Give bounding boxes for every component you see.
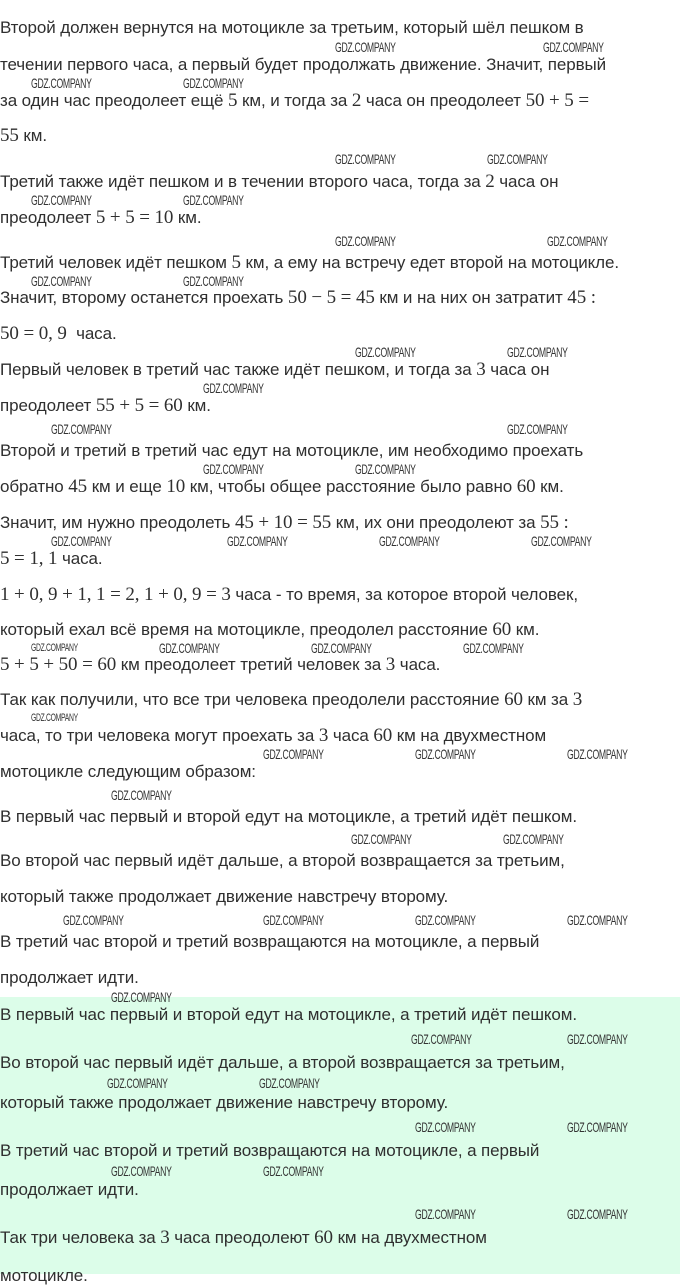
watermark-text: GDZ.COMPANY: [567, 1206, 628, 1222]
text-segment: км.: [535, 477, 564, 496]
math-expression: 60: [516, 476, 536, 497]
text-segment: мотоцикле.: [0, 1266, 88, 1285]
text-segment: часа - то время, за которое второй человек,: [230, 585, 578, 604]
text-segment: Так три человека за: [0, 1228, 161, 1247]
math-expression: 5 + 5 = 10: [95, 207, 174, 228]
text-segment: км.: [182, 396, 211, 415]
text-line: [0, 549, 103, 569]
text-segment: Второй и третий в третий час едут на мотоцикле, им необходимо проехать: [0, 441, 584, 460]
text-line: [0, 1228, 487, 1248]
watermark-text: GDZ.COMPANY: [183, 192, 244, 208]
math-expression: 50 = 0, 9: [0, 323, 67, 344]
text-segment: часа.: [57, 549, 103, 568]
watermark-text: GDZ.COMPANY: [415, 1119, 476, 1135]
text-segment: В третий час второй и третий возвращаются на мотоцикле, а первый: [0, 1141, 540, 1160]
text-segment: км и еще: [87, 477, 167, 496]
watermark-text: GDZ.COMPANY: [567, 912, 628, 928]
math-expression: 3: [385, 654, 396, 675]
text-line: [0, 208, 201, 228]
text-segment: который ехал всё время на мотоцикле, преодолел расстояние: [0, 620, 493, 639]
text-segment: км на двухместном: [332, 1228, 487, 1247]
math-expression: 5 + 5 + 50 = 60: [0, 654, 117, 675]
text-line: [0, 253, 619, 273]
math-expression: 5: [228, 90, 238, 111]
text-segment: км, чтобы общее расстояние было равно: [185, 477, 517, 496]
text-segment: км на двухместном: [392, 726, 547, 745]
watermark-text: GDZ.COMPANY: [203, 461, 264, 477]
watermark-text: GDZ.COMPANY: [355, 344, 416, 360]
text-segment: который также продолжает движение навстречу второму.: [0, 1093, 449, 1112]
watermark-text: GDZ.COMPANY: [487, 151, 548, 167]
math-expression: 2: [485, 171, 495, 192]
text-segment: км.: [18, 126, 47, 145]
text-segment: Третий также идёт пешком и в течении второго часа, тогда за: [0, 172, 486, 191]
watermark-text: GDZ.COMPANY: [263, 912, 324, 928]
text-line: [0, 851, 565, 871]
watermark-text: GDZ.COMPANY: [415, 1206, 476, 1222]
watermark-text: GDZ.COMPANY: [31, 273, 92, 289]
watermark-text: GDZ.COMPANY: [567, 746, 628, 762]
math-expression: 3: [318, 725, 329, 746]
watermark-text: GDZ.COMPANY: [335, 39, 396, 55]
math-expression: 3: [160, 1227, 170, 1248]
math-expression: 5 = 1, 1: [0, 548, 58, 569]
text-line: [0, 441, 583, 461]
watermark-text: GDZ.COMPANY: [507, 421, 568, 437]
text-segment: преодолеет: [0, 396, 96, 415]
watermark-text: GDZ.COMPANY: [51, 533, 112, 549]
watermark-text: GDZ.COMPANY: [531, 533, 592, 549]
text-segment: Значит, им нужно преодолеть: [0, 513, 235, 532]
watermark-text: GDZ.COMPANY: [31, 75, 92, 91]
text-segment: часа, то три человека могут проехать за: [0, 726, 319, 745]
text-segment: Так как получили, что все три человека преодолели расстояние: [0, 690, 505, 709]
text-line: [0, 585, 578, 605]
watermark-text: GDZ.COMPANY: [415, 912, 476, 928]
math-expression: 2: [351, 90, 362, 111]
text-segment: км и на них он затратит: [374, 288, 568, 307]
math-expression: 5: [231, 252, 241, 273]
text-segment: км, и тогда за: [237, 91, 352, 110]
watermark-text: GDZ.COMPANY: [335, 233, 396, 249]
text-segment: мотоцикле следующим образом:: [0, 762, 256, 781]
math-expression: 3: [572, 689, 583, 710]
text-segment: Второй должен вернутся на мотоцикле за третьим, который шёл пешком в: [0, 18, 584, 37]
text-line: [0, 620, 539, 640]
math-expression: 45 + 10 = 55: [234, 512, 332, 533]
watermark-text: GDZ.COMPANY: [567, 1031, 628, 1047]
watermark-text: GDZ.COMPANY: [547, 233, 608, 249]
text-segment: продолжает идти.: [0, 968, 139, 987]
text-segment: Значит, второму останется проехать: [0, 288, 288, 307]
text-line: [0, 91, 589, 111]
text-line: [0, 18, 584, 38]
watermark-text: GDZ.COMPANY: [183, 75, 244, 91]
watermark-text: GDZ.COMPANY: [183, 273, 244, 289]
text-line: [0, 324, 117, 344]
text-line: [0, 807, 577, 827]
text-segment: В первый час первый и второй едут на мотоцикле, а третий идёт пешком.: [0, 1005, 577, 1024]
text-line: [0, 1005, 577, 1025]
text-line: [0, 655, 440, 675]
watermark-text: GDZ.COMPANY: [263, 746, 324, 762]
text-line: [0, 288, 596, 308]
text-line: [0, 126, 47, 146]
watermark-text: GDZ.COMPANY: [111, 1163, 172, 1179]
text-segment: продолжает идти.: [0, 1180, 139, 1199]
watermark-text: GDZ.COMPANY: [311, 640, 372, 656]
text-line: [0, 1266, 88, 1286]
text-line: [0, 477, 564, 497]
text-segment: часа он преодолеет: [361, 91, 526, 110]
math-expression: 60: [504, 689, 523, 710]
text-segment: км преодолеет третий человек за: [116, 655, 386, 674]
math-expression: 10: [166, 476, 186, 497]
text-segment: преодолеет: [0, 208, 96, 227]
text-line: [0, 172, 558, 192]
text-segment: В третий час второй и третий возвращаются на мотоцикле, а первый: [0, 932, 540, 951]
watermark-text: GDZ.COMPANY: [31, 712, 78, 724]
text-line: [0, 762, 256, 782]
math-expression: 60: [492, 619, 512, 640]
text-segment: Во второй час первый идёт дальше, а второй возвращается за третьим,: [0, 1053, 565, 1072]
watermark-text: GDZ.COMPANY: [415, 746, 476, 762]
text-segment: часа.: [395, 655, 441, 674]
text-segment: км.: [173, 208, 202, 227]
text-segment: течении первого часа, а первый будет продолжать движение. Значит, первый: [0, 55, 607, 74]
watermark-text: GDZ.COMPANY: [543, 39, 604, 55]
watermark-text: GDZ.COMPANY: [107, 1075, 168, 1091]
text-segment: часа.: [66, 324, 117, 343]
watermark-text: GDZ.COMPANY: [111, 989, 172, 1005]
watermark-text: GDZ.COMPANY: [567, 1119, 628, 1135]
watermark-text: GDZ.COMPANY: [463, 640, 524, 656]
text-segment: часа он: [494, 172, 559, 191]
text-line: [0, 360, 549, 380]
text-segment: который также продолжает движение навстречу второму.: [0, 887, 449, 906]
math-expression: 55 + 5 = 60: [95, 395, 183, 416]
math-expression: 55: [0, 125, 19, 146]
text-segment: часа преодолеют: [169, 1228, 315, 1247]
watermark-text: GDZ.COMPANY: [411, 1031, 472, 1047]
math-expression: 3: [476, 359, 486, 380]
math-expression: 60: [314, 1227, 333, 1248]
text-line: [0, 887, 448, 907]
math-expression: 1 + 0, 9 + 1, 1 = 2, 1 + 0, 9 = 3: [0, 584, 231, 605]
text-segment: км, а ему на встречу едет второй на мотоцикле.: [240, 253, 619, 272]
watermark-text: GDZ.COMPANY: [335, 151, 396, 167]
text-segment: часа он: [485, 360, 550, 379]
watermark-text: GDZ.COMPANY: [31, 192, 92, 208]
text-segment: км, их они преодолеют за: [331, 513, 541, 532]
text-segment: В первый час первый и второй едут на мотоцикле, а третий идёт пешком.: [0, 807, 577, 826]
watermark-text: GDZ.COMPANY: [259, 1075, 320, 1091]
watermark-text: GDZ.COMPANY: [31, 642, 78, 654]
text-segment: часа: [328, 726, 374, 745]
text-line: [0, 55, 606, 75]
watermark-text: GDZ.COMPANY: [263, 1163, 324, 1179]
text-line: [0, 396, 211, 416]
text-line: [0, 968, 139, 988]
watermark-text: GDZ.COMPANY: [379, 533, 440, 549]
text-line: [0, 932, 539, 952]
watermark-text: GDZ.COMPANY: [227, 533, 288, 549]
watermark-text: GDZ.COMPANY: [159, 640, 220, 656]
text-segment: км.: [511, 620, 540, 639]
text-segment: Первый человек в третий час также идёт пешком, и тогда за: [0, 360, 477, 379]
text-line: [0, 1141, 539, 1161]
math-expression: 45 :: [567, 287, 596, 308]
text-line: [0, 513, 569, 533]
text-segment: Во второй час первый идёт дальше, а второй возвращается за третьим,: [0, 851, 565, 870]
watermark-text: GDZ.COMPANY: [51, 421, 112, 437]
text-segment: обратно: [0, 477, 69, 496]
watermark-text: GDZ.COMPANY: [111, 787, 172, 803]
text-line: [0, 690, 582, 710]
text-segment: Третий человек идёт пешком: [0, 253, 232, 272]
watermark-text: GDZ.COMPANY: [507, 344, 568, 360]
math-expression: 50 + 5 =: [525, 90, 589, 111]
math-expression: 55 :: [540, 512, 569, 533]
watermark-text: GDZ.COMPANY: [503, 831, 564, 847]
text-segment: км за: [522, 690, 573, 709]
watermark-text: GDZ.COMPANY: [203, 380, 264, 396]
text-line: [0, 1053, 565, 1073]
text-line: [0, 726, 546, 746]
watermark-text: GDZ.COMPANY: [355, 461, 416, 477]
math-expression: 50 − 5 = 45: [287, 287, 375, 308]
math-expression: 45: [68, 476, 88, 497]
math-expression: 60: [373, 725, 393, 746]
text-line: [0, 1093, 448, 1113]
watermark-text: GDZ.COMPANY: [63, 912, 124, 928]
watermark-text: GDZ.COMPANY: [351, 831, 412, 847]
text-line: [0, 1180, 139, 1200]
text-segment: за один час преодолеет ещё: [0, 91, 229, 110]
